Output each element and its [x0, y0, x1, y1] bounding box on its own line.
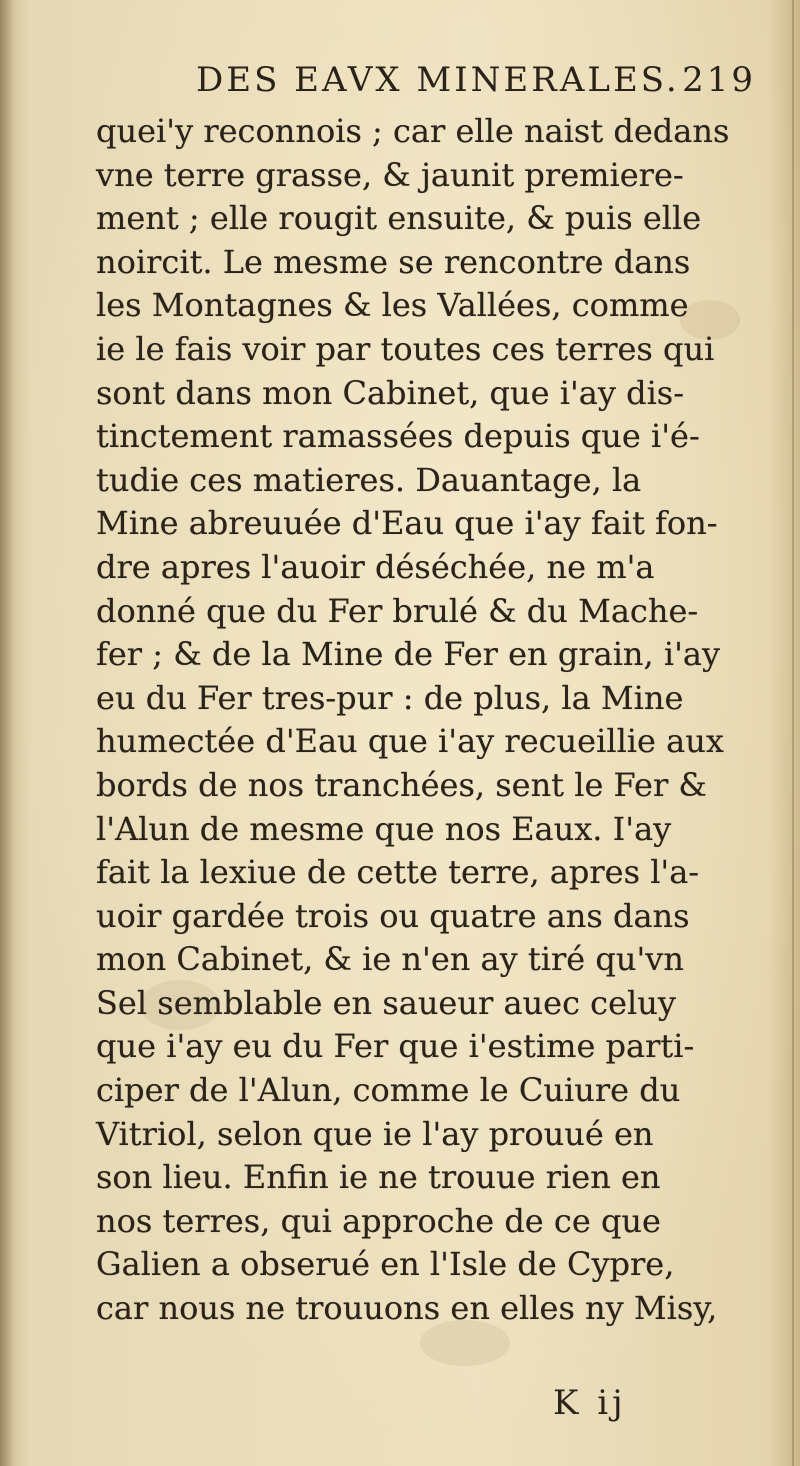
- text-line: ciper de l'Alun, comme le Cuiure du: [96, 1071, 681, 1110]
- page-number: 219: [682, 60, 756, 100]
- text-line: son lieu. Enfin ie ne trouue rien en: [96, 1158, 661, 1197]
- text-line: sont dans mon Cabinet, que i'ay dis-: [96, 373, 685, 412]
- text-line: que i'ay eu du Fer que i'estime parti-: [96, 1027, 695, 1066]
- text-line: fait la lexiue de cette terre, apres l'a-: [96, 853, 700, 892]
- text-line: bords de nos tranchées, sent le Fer &: [96, 765, 707, 804]
- text-line: car nous ne trouuons en elles ny Misy,: [96, 1289, 718, 1328]
- text-line: tinctement ramassées depuis que i'é-: [96, 417, 700, 456]
- text-line: Galien a obserué en l'Isle de Cypre,: [96, 1245, 675, 1284]
- text-line: l'Alun de mesme que nos Eaux. I'ay: [96, 809, 672, 848]
- text-line: Mine abreuuée d'Eau que i'ay fait fon-: [96, 504, 718, 543]
- signature-mark: K ij: [553, 1383, 627, 1423]
- gutter-shadow: [0, 0, 14, 1466]
- text-line: humectée d'Eau que i'ay recueillie aux: [96, 722, 724, 761]
- text-line: donné que du Fer brulé & du Mache-: [96, 591, 699, 630]
- text-line: Vitriol, selon que ie l'ay prouué en: [96, 1114, 654, 1153]
- text-line: quei'y reconnois ; car elle naist dedans: [96, 112, 730, 150]
- text-line: noircit. Le mesme se rencontre dans: [96, 242, 691, 281]
- page-edge: [792, 0, 794, 1466]
- text-line: Sel semblable en saueur auec celuy: [96, 983, 676, 1022]
- running-head-title: DES EAVX MINERALES.: [196, 60, 680, 100]
- text-line: fer ; & de la Mine de Fer en grain, i'ay: [96, 635, 721, 674]
- text-line: nos terres, qui approche de ce que: [96, 1201, 661, 1240]
- text-line: tudie ces matieres. Dauantage, la: [96, 460, 642, 499]
- body-text: [96, 110, 742, 1331]
- running-head: [196, 60, 756, 112]
- text-line: ie le fais voir par toutes ces terres qui: [96, 329, 715, 368]
- text-line: dre apres l'auoir déséchée, ne m'a: [96, 547, 655, 586]
- text-line: ment ; elle rougit ensuite, & puis elle: [96, 199, 702, 238]
- text-line: les Montagnes & les Vallées, comme: [96, 286, 689, 325]
- text-line: eu du Fer tres-pur : de plus, la Mine: [96, 678, 684, 717]
- text-line: uoir gardée trois ou quatre ans dans: [96, 896, 690, 935]
- text-line: vne terre grasse, & jaunit premiere-: [96, 155, 684, 194]
- text-line: mon Cabinet, & ie n'en ay tiré qu'vn: [96, 940, 684, 979]
